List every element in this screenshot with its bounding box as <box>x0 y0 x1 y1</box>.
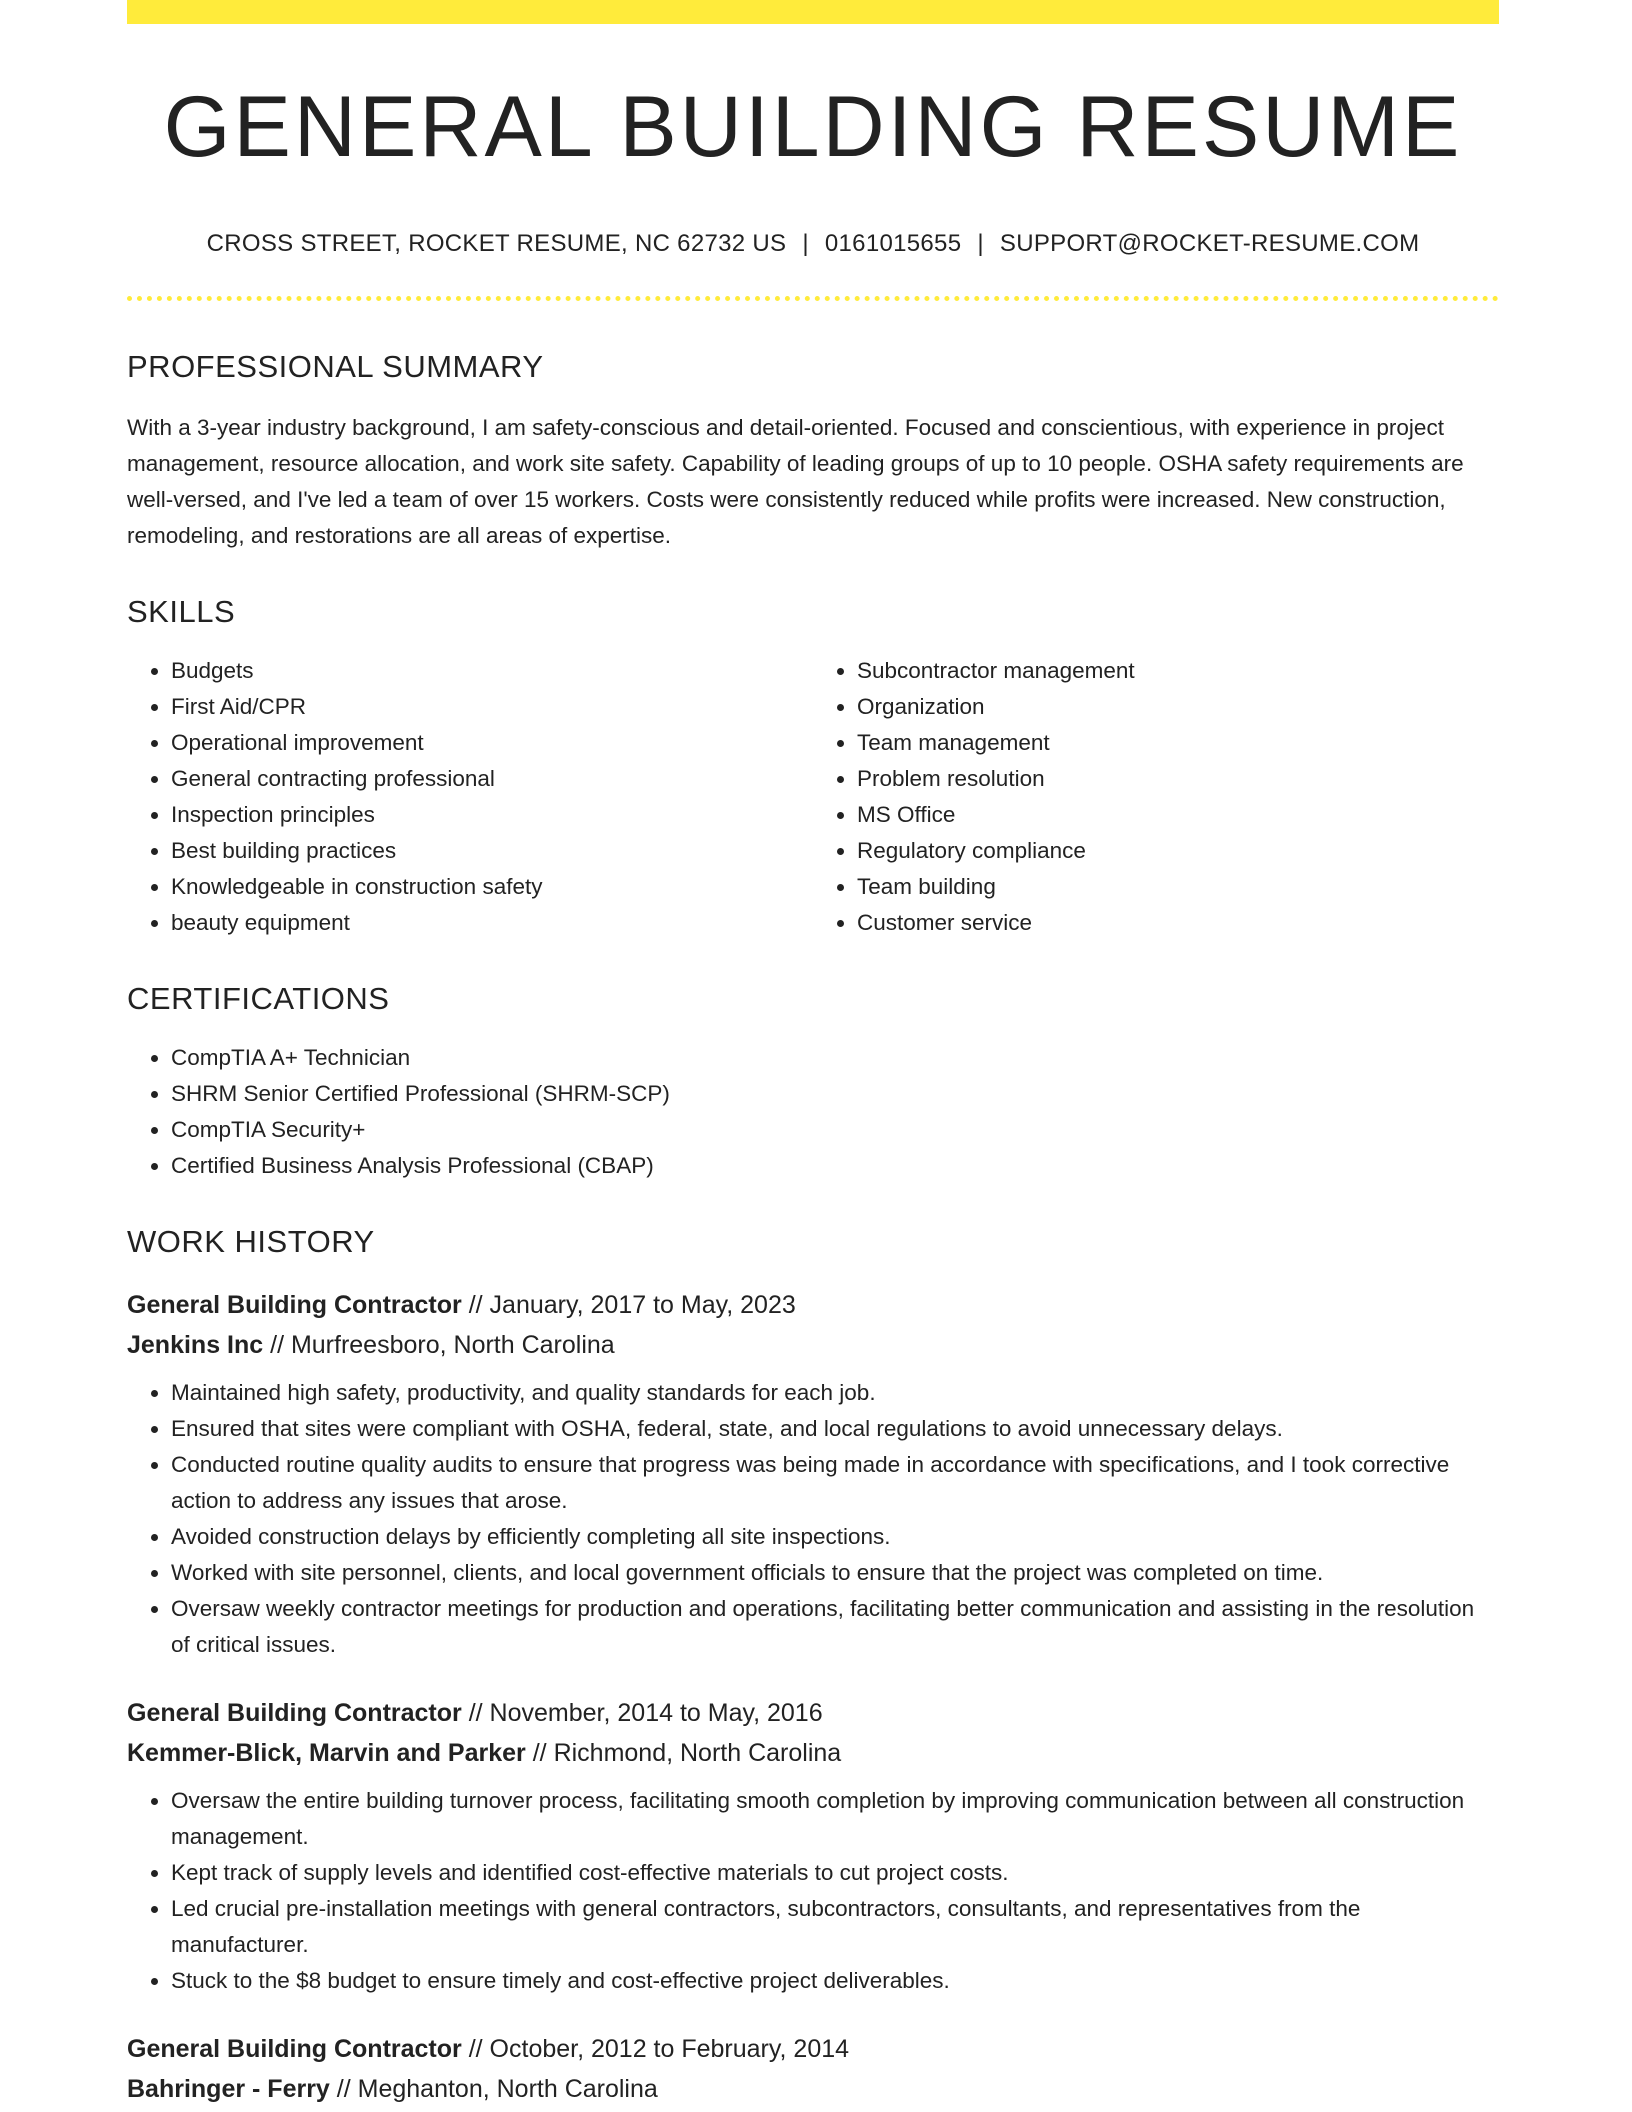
job-title: General Building Contractor <box>127 2035 462 2063</box>
job-location: // Meghanton, North Carolina <box>329 2075 658 2103</box>
skills-right-column <box>813 653 1499 941</box>
job-bullet: • Led crucial pre-installation meetings with general contractors, subcontractors, consultants, and representatives from the manufacturer. <box>171 1891 1499 1963</box>
job-location: // Murfreesboro, North Carolina <box>263 1331 615 1359</box>
skill-item: • Best building practices <box>171 833 813 869</box>
certification-item: • CompTIA Security+ <box>171 1112 1499 1148</box>
work-history-heading: WORK HISTORY <box>127 1224 375 1259</box>
contact-phone[interactable]: 0161015655 <box>824 230 962 257</box>
skills-heading: SKILLS <box>127 594 236 629</box>
job-bullets <box>127 1783 1499 1999</box>
skill-item: • General contracting professional <box>171 761 813 797</box>
job-title: General Building Contractor <box>127 1291 462 1319</box>
job-company-line <box>127 1325 1499 1365</box>
resume-page <box>127 0 1499 2109</box>
skill-item: • Problem resolution <box>857 761 1499 797</box>
skill-item: • Subcontractor management <box>857 653 1499 689</box>
skill-item: • beauty equipment <box>171 905 813 941</box>
job-bullet: • Stuck to the $8 budget to ensure timely and cost-effective project deliverables. <box>171 1963 1499 1999</box>
skill-item: • Team management <box>857 725 1499 761</box>
skills-list <box>127 653 1499 941</box>
skill-item: • Budgets <box>171 653 813 689</box>
job-dates: // October, 2012 to February, 2014 <box>461 2035 850 2063</box>
job-company-line <box>127 1733 1499 1773</box>
summary-heading: PROFESSIONAL SUMMARY <box>127 349 544 384</box>
certification-item: • CompTIA A+ Technician <box>171 1040 1499 1076</box>
job-bullet: • Ensured that sites were compliant with OSHA, federal, state, and local regulations to avoid unnecessary delays. <box>171 1411 1499 1447</box>
job-bullet: • Oversaw the entire building turnover process, facilitating smooth completion by improving communication between all construction management. <box>171 1783 1499 1855</box>
job-location: // Richmond, North Carolina <box>525 1739 842 1767</box>
job-entry <box>127 1693 1499 1999</box>
skill-item: • Inspection principles <box>171 797 813 833</box>
certifications-heading: CERTIFICATIONS <box>127 981 390 1016</box>
job-title: General Building Contractor <box>127 1699 462 1727</box>
dotted-divider <box>127 296 1499 301</box>
job-company: Bahringer - Ferry <box>127 2075 330 2103</box>
job-entry <box>127 2029 1499 2109</box>
job-dates: // November, 2014 to May, 2016 <box>461 1699 823 1727</box>
job-bullet: • Maintained high safety, productivity, and quality standards for each job. <box>171 1375 1499 1411</box>
skills-left-column <box>127 653 813 941</box>
job-bullet: • Kept track of supply levels and identified cost-effective materials to cut project costs. <box>171 1855 1499 1891</box>
skill-item: • Customer service <box>857 905 1499 941</box>
certifications-list <box>127 1040 1499 1184</box>
contact-separator: | <box>802 230 809 257</box>
job-bullet: • Worked with site personnel, clients, and local government officials to ensure that the project was completed on time. <box>171 1555 1499 1591</box>
job-company-line <box>127 2069 1499 2109</box>
job-dates: // January, 2017 to May, 2023 <box>461 1291 796 1319</box>
skill-item: • Knowledgeable in construction safety <box>171 869 813 905</box>
contact-email[interactable]: SUPPORT@ROCKET-RESUME.COM <box>999 230 1420 257</box>
job-entry <box>127 1285 1499 1663</box>
job-bullet: • Conducted routine quality audits to ensure that progress was being made in accordance with specifications, and I took corrective action to address any issues that arose. <box>171 1447 1499 1519</box>
summary-text: With a 3-year industry background, I am safety-conscious and detail-oriented. Focused and conscientious, with experience in project management, resource allocation, and work site safety. Capability of leading groups of up to 10 people. OSHA safety requirements are well-versed, and I've led a team of over 15 workers. Costs were consistently reduced while profits were increased. New construction, remodeling, and restorations are all areas of expertise. <box>127 415 1464 548</box>
contact-address: CROSS STREET, ROCKET RESUME, NC 62732 US <box>206 230 787 257</box>
job-title-line <box>127 1693 1499 1733</box>
skill-item: • Regulatory compliance <box>857 833 1499 869</box>
work-history <box>127 1285 1499 2109</box>
top-accent-bar <box>127 0 1499 24</box>
job-title-line <box>127 1285 1499 1325</box>
contact-line <box>127 230 1499 258</box>
certification-item: • Certified Business Analysis Professional (CBAP) <box>171 1148 1499 1184</box>
contact-separator: | <box>977 230 984 257</box>
job-bullet: • Oversaw weekly contractor meetings for production and operations, facilitating better communication and assisting in the resolution of critical issues. <box>171 1591 1499 1663</box>
certification-item: • SHRM Senior Certified Professional (SHRM-SCP) <box>171 1076 1499 1112</box>
job-title-line <box>127 2029 1499 2069</box>
skill-item: • MS Office <box>857 797 1499 833</box>
skill-item: • Organization <box>857 689 1499 725</box>
job-company: Kemmer-Blick, Marvin and Parker <box>127 1739 526 1767</box>
skill-item: • Team building <box>857 869 1499 905</box>
job-bullets <box>127 1375 1499 1663</box>
skill-item: • First Aid/CPR <box>171 689 813 725</box>
resume-title: GENERAL BUILDING RESUME <box>163 79 1463 175</box>
job-bullet: • Avoided construction delays by efficiently completing all site inspections. <box>171 1519 1499 1555</box>
skill-item: • Operational improvement <box>171 725 813 761</box>
job-company: Jenkins Inc <box>127 1331 264 1359</box>
